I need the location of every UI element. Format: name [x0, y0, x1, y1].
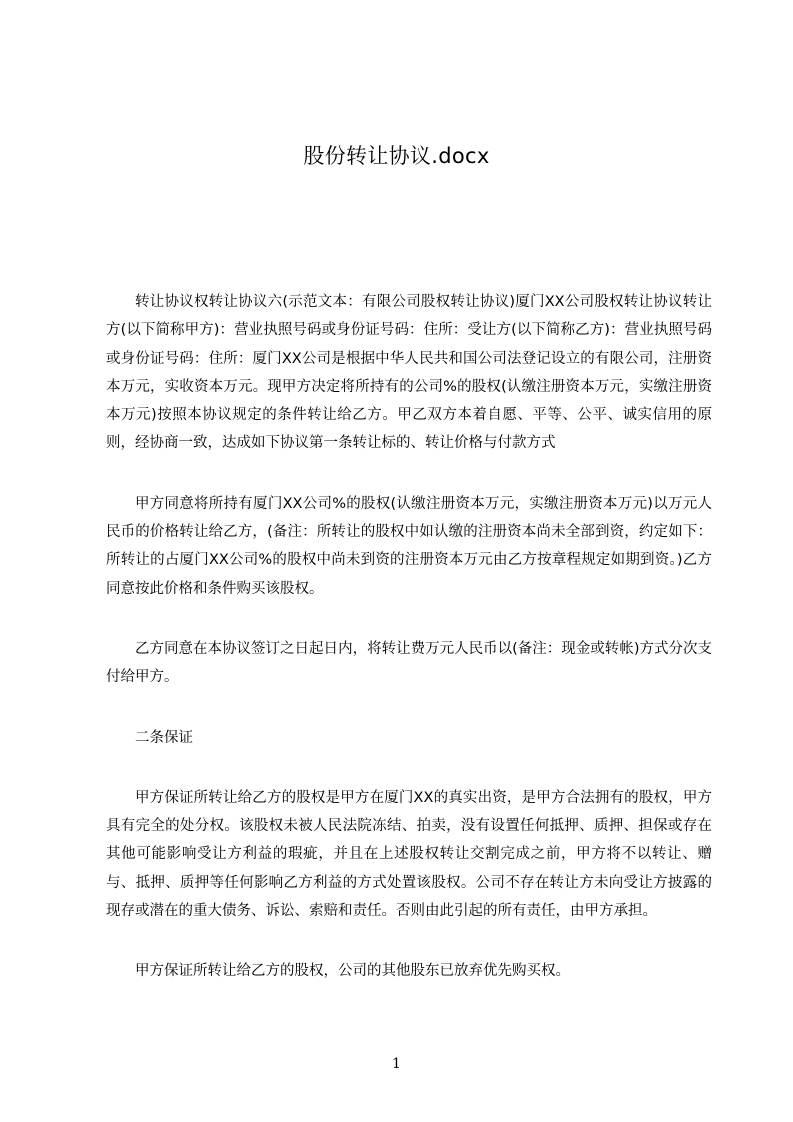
paragraph-warranty: 甲方保证所转让给乙方的股权是甲方在厦门XX的真实出资，是甲方合法拥有的股权，甲方具有完全的处分权。该股权未被人民法院冻结、拍卖，没有设置任何抵押、质押、担保或存在其他可能影响受让方利益的瑕疵，并且在上述股权转让交割完成之前，甲方将不以转让、赠与、抵押、质押等任何影响乙方利益的方式处置该股权。公司不存在转让方未向受让方披露的现存或潜在的重大债务、诉讼、索赔和责任。否则由此引起的所有责任，由甲方承担。 [106, 789, 712, 920]
paragraph-payment: 乙方同意在本协议签订之日起日内，将转让费万元人民币以(备注：现金或转帐)方式分次支付给甲方。 [106, 640, 712, 686]
document-title: 股份转让协议.docx [303, 144, 490, 168]
paragraph-price-terms: 甲方同意将所持有厦门XX公司%的股权(认缴注册资本万元，实缴注册资本万元)以万元人民币的价格转让给乙方，(备注：所转让的股权中如认缴的注册资本尚未全部到资，约定如下：所转让的占厦门XX公司%的股权中尚未到资的注册资本万元由乙方按章程规定如期到资。)乙方同意按此价格和条件购买该股权。 [106, 495, 712, 597]
page-number: 1 [392, 1056, 401, 1072]
section-heading-warranty: 二条保证 [135, 729, 193, 746]
paragraph-preemption: 甲方保证所转让给乙方的股权，公司的其他股东已放弃优先购买权。 [135, 963, 570, 980]
document-body [106, 288, 712, 986]
paragraph-intro: 转让协议权转让协议六(示范文本：有限公司股权转让协议)厦门XX公司股权转让协议转让方(以下简称甲方)：营业执照号码或身份证号码：住所：受让方(以下简称乙方)：营业执照号码或身份证号码：住所：厦门XX公司是根据中华人民共和国公司法登记设立的有限公司，注册资本万元，实收资本万元。现甲方决定将所持有的公司%的股权(认缴注册资本万元，实缴注册资本万元)按照本协议规定的条件转让给乙方。甲乙双方本着自愿、平等、公平、诚实信用的原则，经协商一致，达成如下协议第一条转让标的、转让价格与付款方式 [106, 294, 712, 452]
